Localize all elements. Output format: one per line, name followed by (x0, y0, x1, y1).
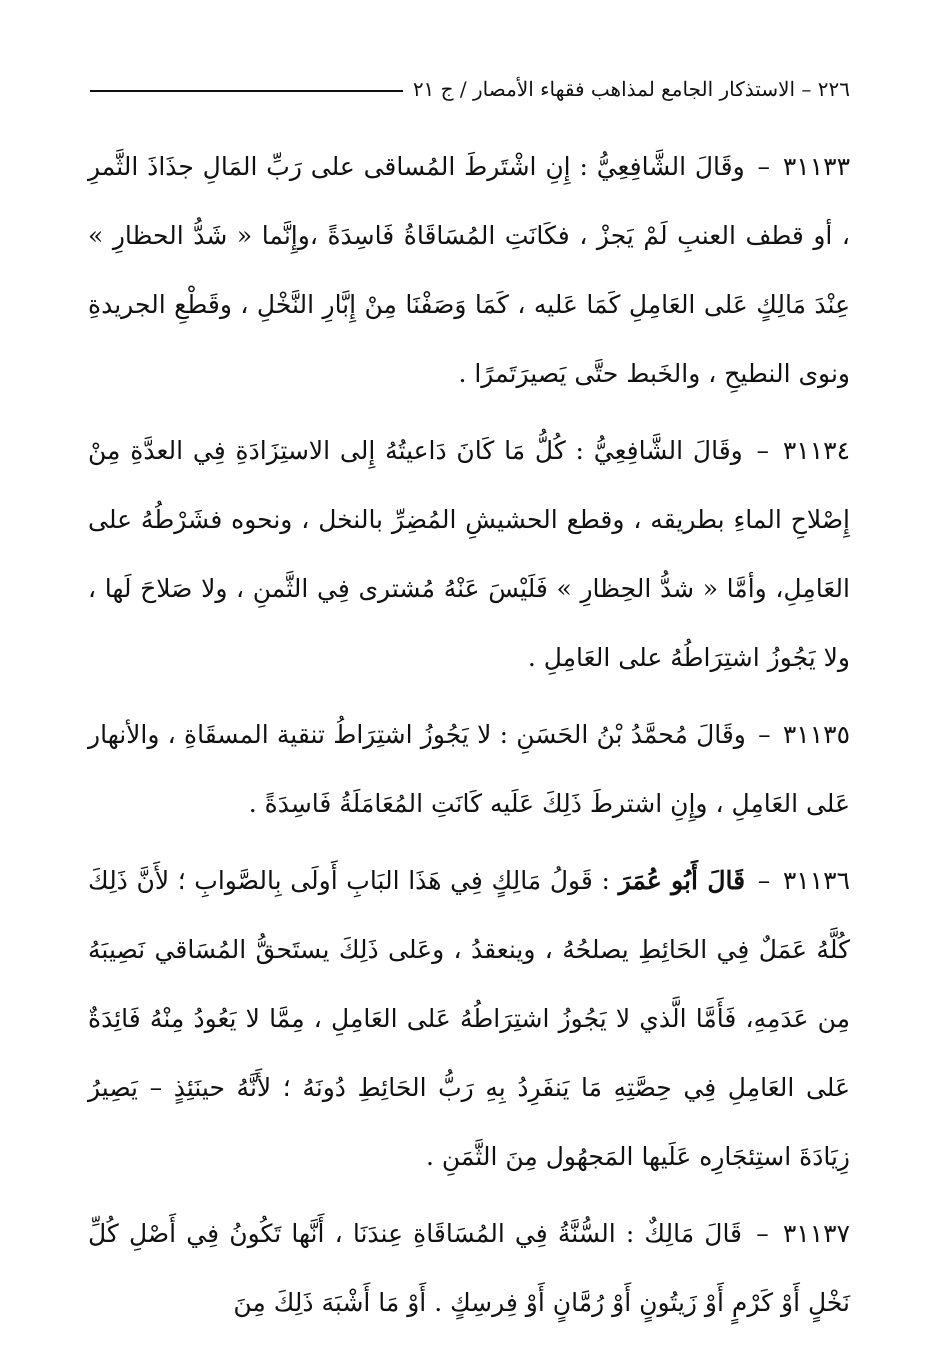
paragraph-number: ٣١١٣٤ (782, 436, 850, 465)
running-header (90, 72, 850, 106)
paragraph-dash: – (756, 1219, 769, 1248)
paragraph-dash: – (756, 436, 770, 465)
paragraph-dash: – (757, 152, 771, 181)
paragraph-number: ٣١١٣٣ (782, 152, 851, 181)
paragraph-31134 (88, 416, 850, 692)
paragraph-dash: – (757, 866, 771, 895)
paragraph-text: : قَولُ مَالِكٍ فِي هَذَا البَابِ أَولَى بِالصَّوابِ ؛ لأَنَّ ذَلِكَ كُلَّهُ عَمَلٌ فِي الحَائِطِ يصلحُهُ ، وينعقدُ ، وعَلى ذَلِكَ يستَحقُّ المُسَاقي نَصِيبَهُ مِن عَدَمِهِ، فَأَمَّا الَّذي لا يَجُوزُ اشتِرَاطُهُ عَلى العَامِلِ ، مِمَّا لا يَعُودُ مِنْهُ فَائِدَةٌ عَلى العَامِلِ فِي حِصَّتِهِ مَا يَنفَرِدُ بِهِ رَبُّ الحَائِطِ دُونَهُ ؛ لأَنَّهُ حينَئِذٍ – يَصِيرُ زِيَادَةَ استِئجَارِه عَلَيها المَجهُول مِنَ الثَّمَنِ . (88, 866, 850, 1171)
paragraph-31133 (88, 132, 850, 408)
paragraph-dash: – (758, 720, 771, 749)
paragraph-number: ٣١١٣٧ (782, 1219, 850, 1248)
paragraph-number: ٣١١٣٦ (782, 866, 850, 895)
paragraph-31137 (88, 1199, 850, 1337)
paragraph-text: وقَالَ الشَّافِعِيُّ : إِنِ اشْتَرطَ المُساقى على رَبِّ المَالِ جذَاذَ الثَّمرِ ، أو قطف العنبِ لَمْ يَجزْ ، فكَانَتِ المُسَاقَاةُ فَاسِدَةً ،وإِنَّما « شَدُّ الحظارِ » عِنْدَ مَالِكٍ عَلى العَامِلِ كَمَا عَليه ، كَمَا وَصَفْنَا مِنْ إِبَّارِ النَّخْلِ ، وقَطْعِ الجريدةِ ونوى النطيحِ ، والخَبط حتَّى يَصيرَتَمرًا . (88, 152, 850, 388)
header-title: ٢٢٦ – الاستذكار الجامع لمذاهب فقهاء الأمصار / ج ٢١ (412, 77, 850, 101)
header-rule (90, 90, 403, 92)
paragraph-31136 (88, 846, 850, 1191)
paragraph-text: وقَالَ الشَّافِعِيُّ : كُلُّ مَا كَانَ دَاعيتُهُ إِلى الاستِزَادَةِ فِي العدَّةِ مِنْ إِصْلاحِ الماءِ بطريقه ، وقطع الحشيشِ المُضِرِّ بالنخل ، ونحوه فشَرْطُهُ على العَامِلِ، وأمَّا « شدُّ الحِظارِ » فَلَيْسَ عَنْهُ مُشترى فِي الثَّمنِ ، ولا صَلاحَ لَها ، ولا يَجُوزُ اشتِرَاطُهُ على العَامِلِ . (88, 436, 850, 672)
paragraph-speaker: قَالَ أَبُو عُمَرَ (618, 866, 746, 895)
body-text (88, 132, 850, 1345)
paragraph-text: وقَالَ مُحمَّدُ بْنُ الحَسَنِ : لا يَجُوزُ اشتِرَاطُ تنقية المسقَاةِ ، والأنهار عَلى العَامِلِ ، وإِنِ اشترطَ ذَلِكَ عَلَيه كَانَتِ المُعَامَلَةُ فَاسِدَةً . (88, 720, 850, 818)
paragraph-31135 (88, 700, 850, 838)
paragraph-number: ٣١١٣٥ (782, 720, 851, 749)
paragraph-text: قَالَ مَالِكٌ : السُّنَّةُ فِي المُسَاقَاةِ عِندَنَا ، أَنَّها تَكُونُ فِي أَصْلِ كُلِّ نَخْلٍ أَوْ كَرْمٍ أَوْ زَيتُونٍ أَوْ رُمَّانٍ أَوْ فِرسِكٍ . أَوْ مَا أَشْبَهَ ذَلِكَ مِنَ (88, 1219, 850, 1317)
